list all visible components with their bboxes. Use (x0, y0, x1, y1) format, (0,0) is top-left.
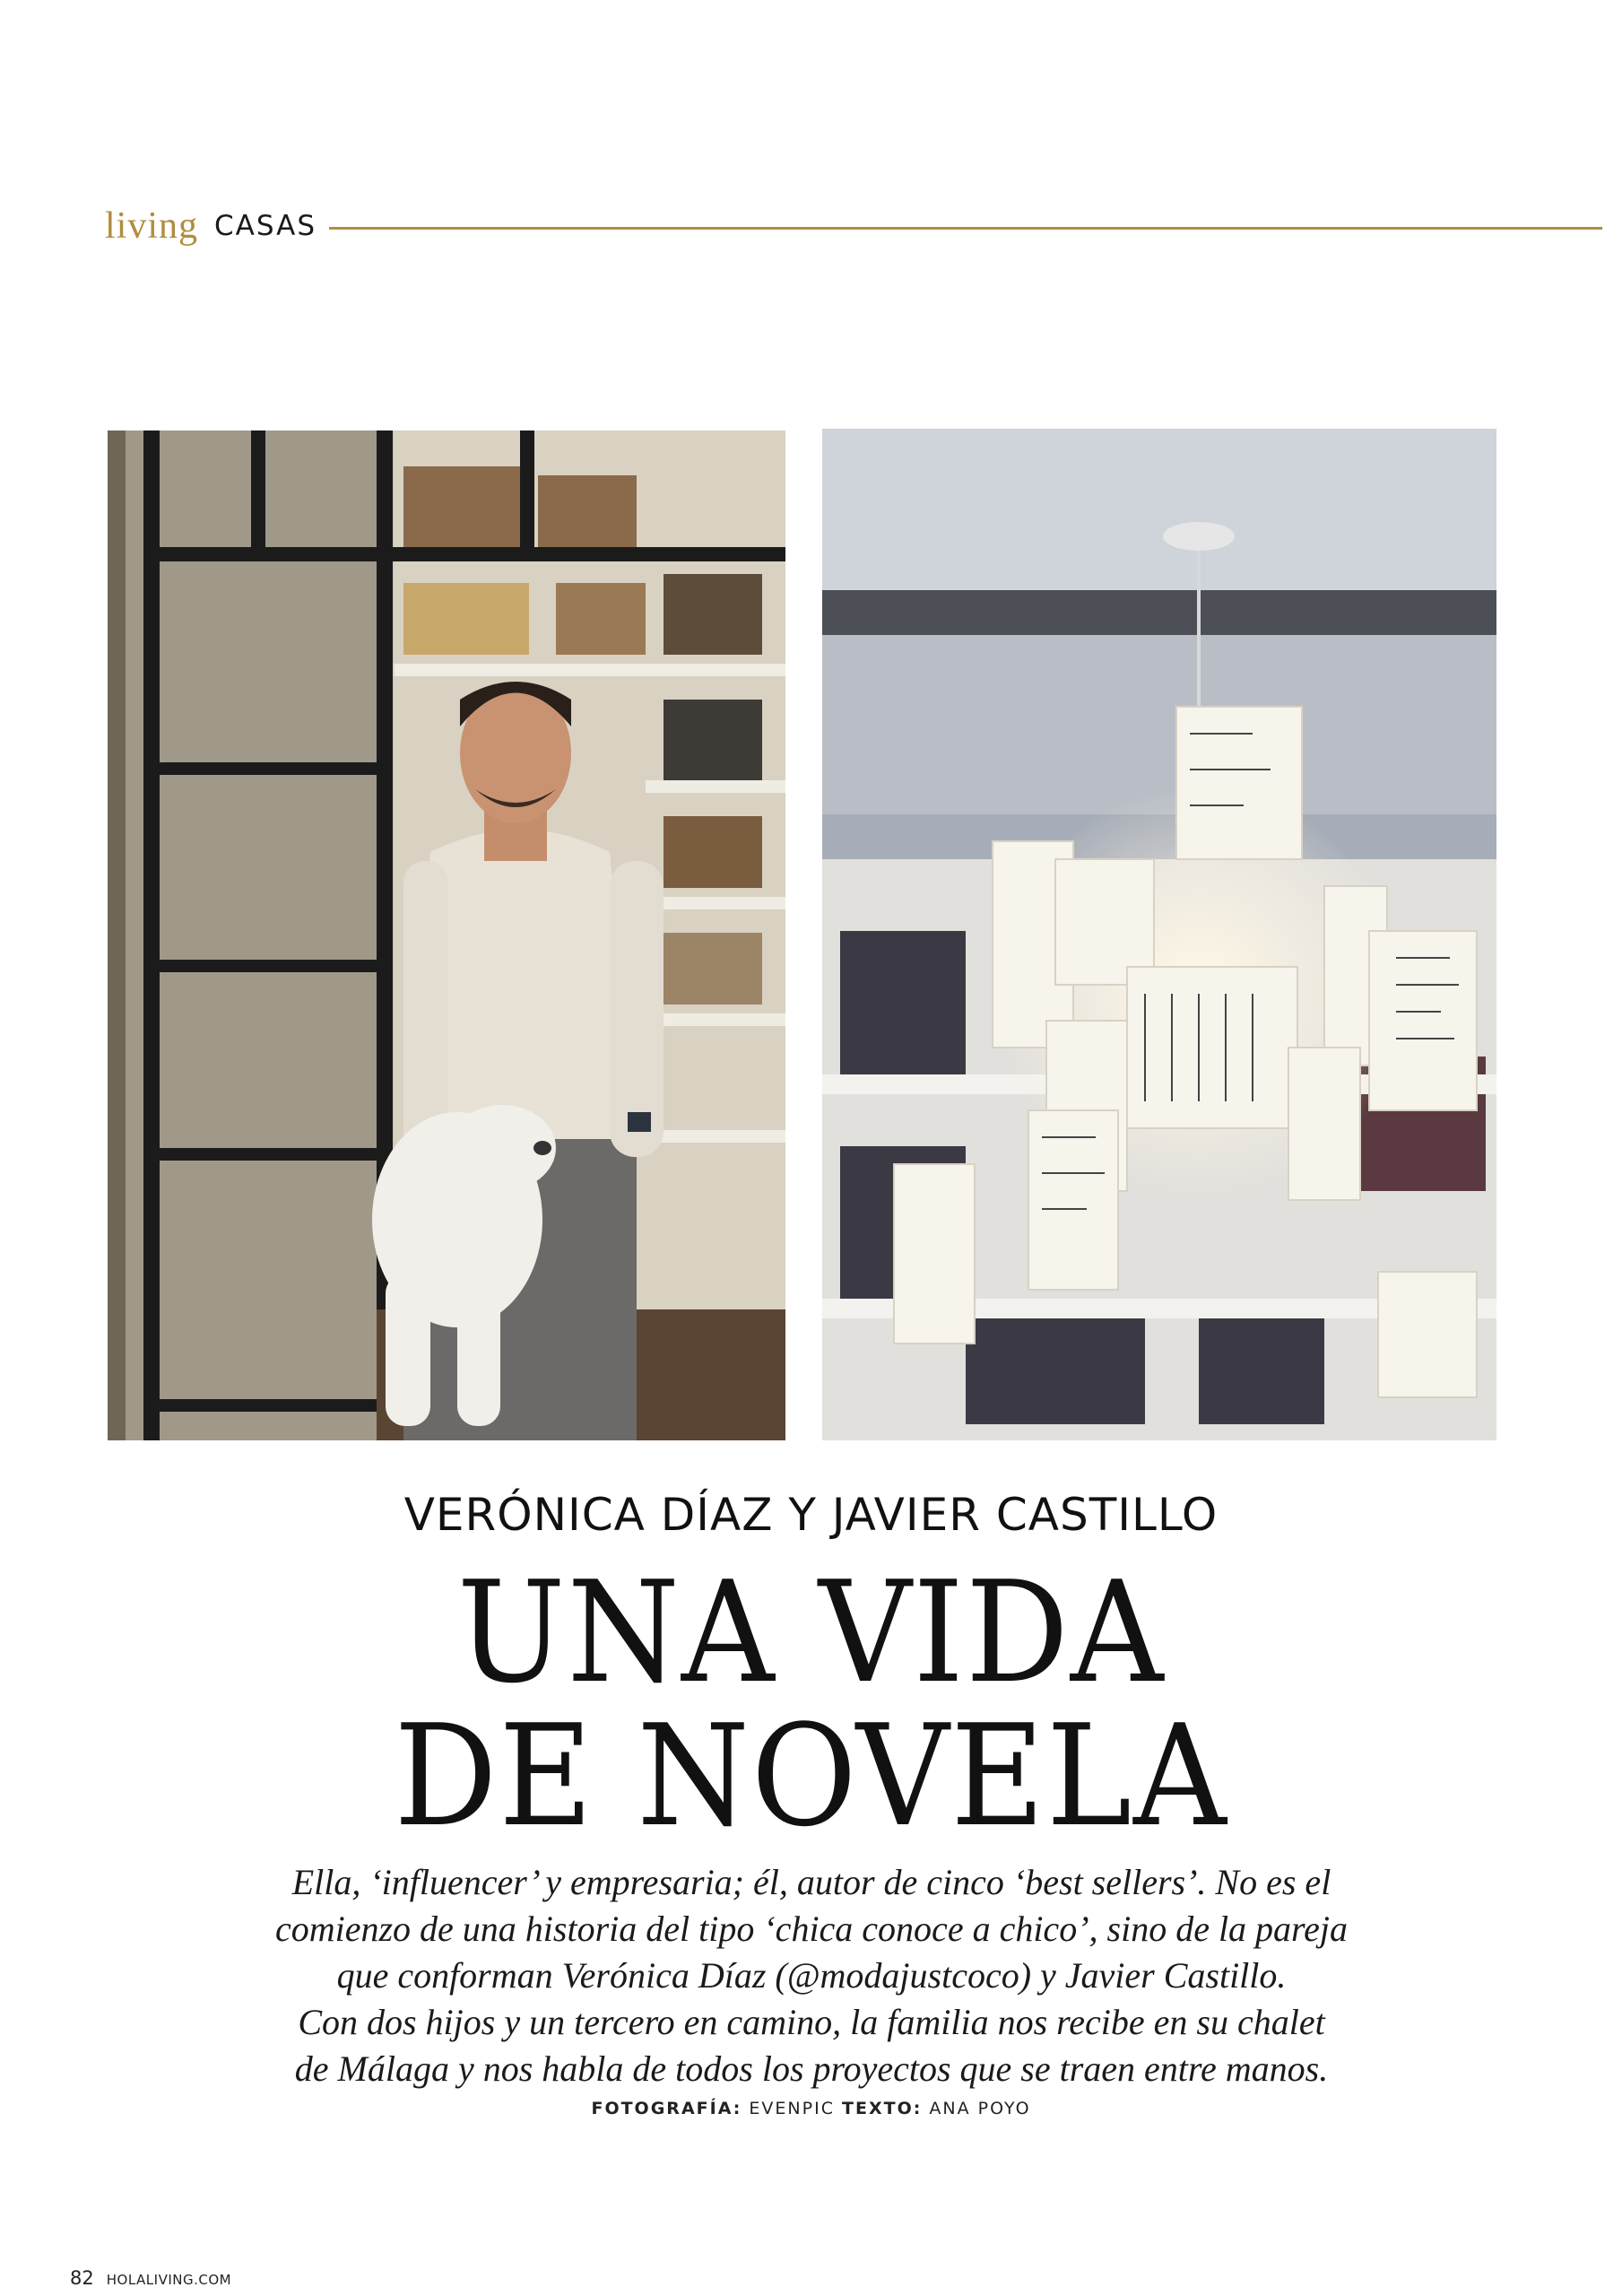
lead-line: de Málaga y nos habla de todos los proyectos que se traen entre manos. (294, 2048, 1329, 2089)
section-header (105, 197, 1602, 255)
photo-man-with-dog (108, 430, 785, 1440)
article-lead (242, 1859, 1381, 2092)
lead-line: Ella, ‘influencer’ y empresaria; él, autor de cinco ‘best sellers’. No es el (291, 1862, 1331, 1902)
site-link[interactable]: HOLALIVING.COM (106, 2272, 232, 2288)
section-label: CASAS (214, 210, 317, 242)
lead-line: Con dos hijos y un tercero en camino, la familia nos recibe en su chalet (298, 2002, 1325, 2042)
lead-line: comienzo de una historia del tipo ‘chica conoce a chico’, sino de la pareja (274, 1909, 1349, 1949)
header-rule (329, 227, 1602, 230)
photo-credit-value: EVENPIC (749, 2099, 835, 2118)
photo-credit-label: FOTOGRAFÍA: (591, 2099, 742, 2118)
title-line-1: UNA VIDA (456, 1551, 1166, 1714)
article-credits (0, 2099, 1622, 2118)
text-credit-label: TEXTO: (842, 2099, 923, 2118)
photo-paper-chandelier (822, 429, 1496, 1440)
lead-line: que conforman Verónica Díaz (@modajustcoco) y Javier Castillo. (336, 1955, 1287, 1996)
text-credit-value: ANA POYO (929, 2099, 1031, 2118)
article-names: VERÓNICA DÍAZ Y JAVIER CASTILLO (403, 1489, 1219, 1541)
article-title (0, 1551, 1622, 1857)
page-footer (70, 2267, 231, 2289)
title-line-2: DE NOVELA (394, 1694, 1228, 1857)
page-number: 82 (70, 2267, 94, 2289)
brand-label: living (105, 205, 199, 247)
